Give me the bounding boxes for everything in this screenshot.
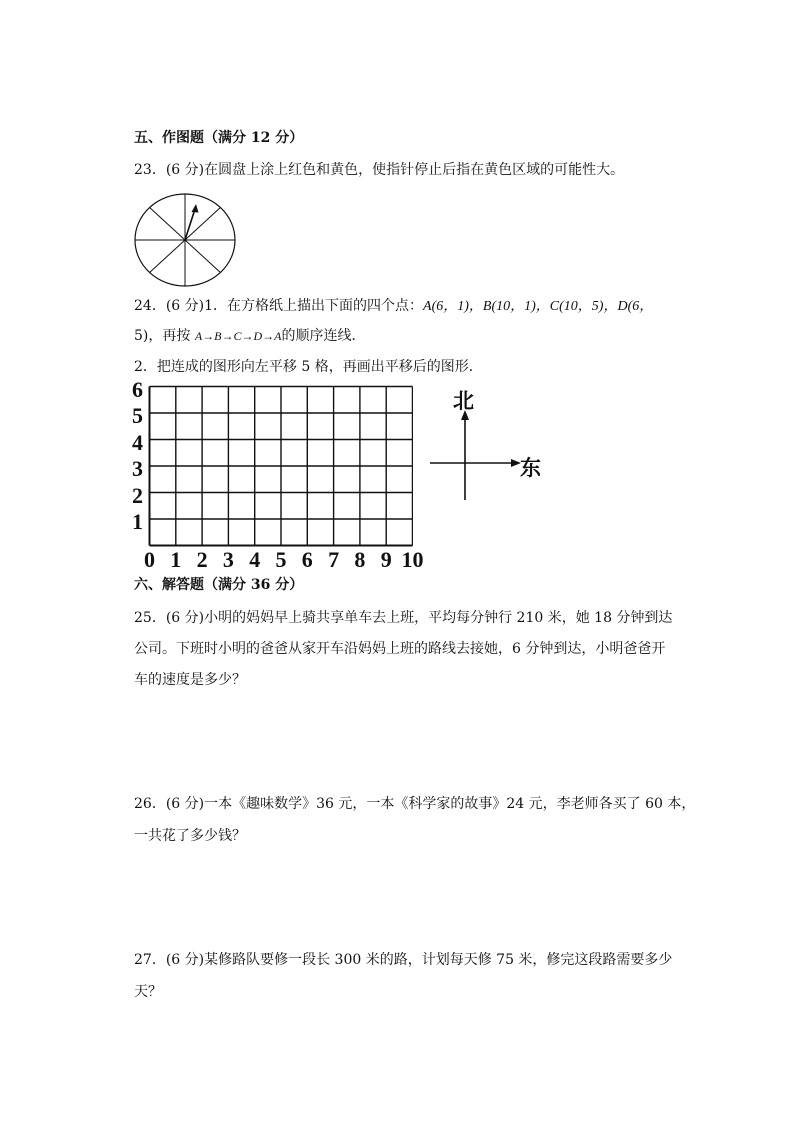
north-arrow-icon	[461, 410, 469, 500]
question-24-line-1: 24．(6 分)1．在方格纸上描出下面的四个点：A(6，1)，B(10，1)，C(10，5)，D(6，	[134, 298, 654, 314]
y-tick-label: 1	[132, 509, 143, 534]
section-heading-6: 六、解答题（满分 36 分）	[134, 577, 304, 593]
pointer-arrow-icon	[185, 204, 199, 240]
x-tick-label: 8	[354, 547, 366, 572]
x-tick-label: 6	[301, 547, 313, 572]
question-26-line-2: 一共花了多少钱？	[134, 828, 246, 844]
x-tick-label: 4	[249, 547, 261, 572]
question-25-line-2: 公司。下班时小明的爸爸从家开车沿妈妈上班的路线去接她，6 分钟到达，小明爸爸开	[134, 641, 666, 657]
x-tick-label: 0	[144, 547, 155, 572]
x-tick-label: 7	[328, 547, 340, 572]
x-tick-label: 2	[196, 547, 208, 572]
y-tick-label: 2	[132, 482, 143, 508]
question-25-line-1: 25．(6 分)小明的妈妈早上骑共享单车去上班，平均每分钟行 210 米，她 18 分钟到达	[134, 610, 673, 626]
y-tick-label: 5	[132, 403, 143, 428]
question-24-line-3: 2．把连成的图形向左平移 5 格，再画出平移后的图形．	[134, 359, 483, 375]
question-27-line-1: 27．(6 分)某修路队要修一段长 300 米的路，计划每天修 75 米，修完这段路需要多少	[134, 952, 673, 968]
spinner-disc	[133, 192, 237, 288]
compass	[428, 408, 524, 503]
coordinate-grid	[148, 385, 413, 548]
x-tick-label: 1	[170, 547, 182, 572]
x-tick-label: 5	[275, 547, 287, 572]
question-27-line-2: 天？	[134, 984, 162, 1000]
y-tick-label: 4	[132, 429, 143, 455]
section-heading-5: 五、作图题（满分 12 分）	[134, 130, 304, 146]
question-23-text: 23．(6 分)在圆盘上涂上红色和黄色，使指针停止后指在黄色区域的可能性大。	[134, 162, 625, 178]
question-25-line-3: 车的速度是多少？	[134, 672, 246, 688]
question-26-line-1: 26．(6 分)一本《趣味数学》36 元，一本《科学家的故事》24 元，李老师各买了 60 本，	[134, 796, 696, 812]
question-24-line-2: 5)，再按 A→B→C→D→A的顺序连线．	[134, 328, 366, 344]
x-tick-label: 3	[222, 547, 234, 572]
east-label: 东	[520, 456, 541, 480]
y-tick-label: 3	[132, 456, 143, 481]
east-arrow-icon	[430, 459, 521, 467]
x-tick-label: 10	[401, 547, 424, 572]
north-label: 北	[453, 389, 474, 413]
x-tick-label: 9	[380, 547, 392, 572]
y-tick-label: 6	[132, 376, 143, 402]
